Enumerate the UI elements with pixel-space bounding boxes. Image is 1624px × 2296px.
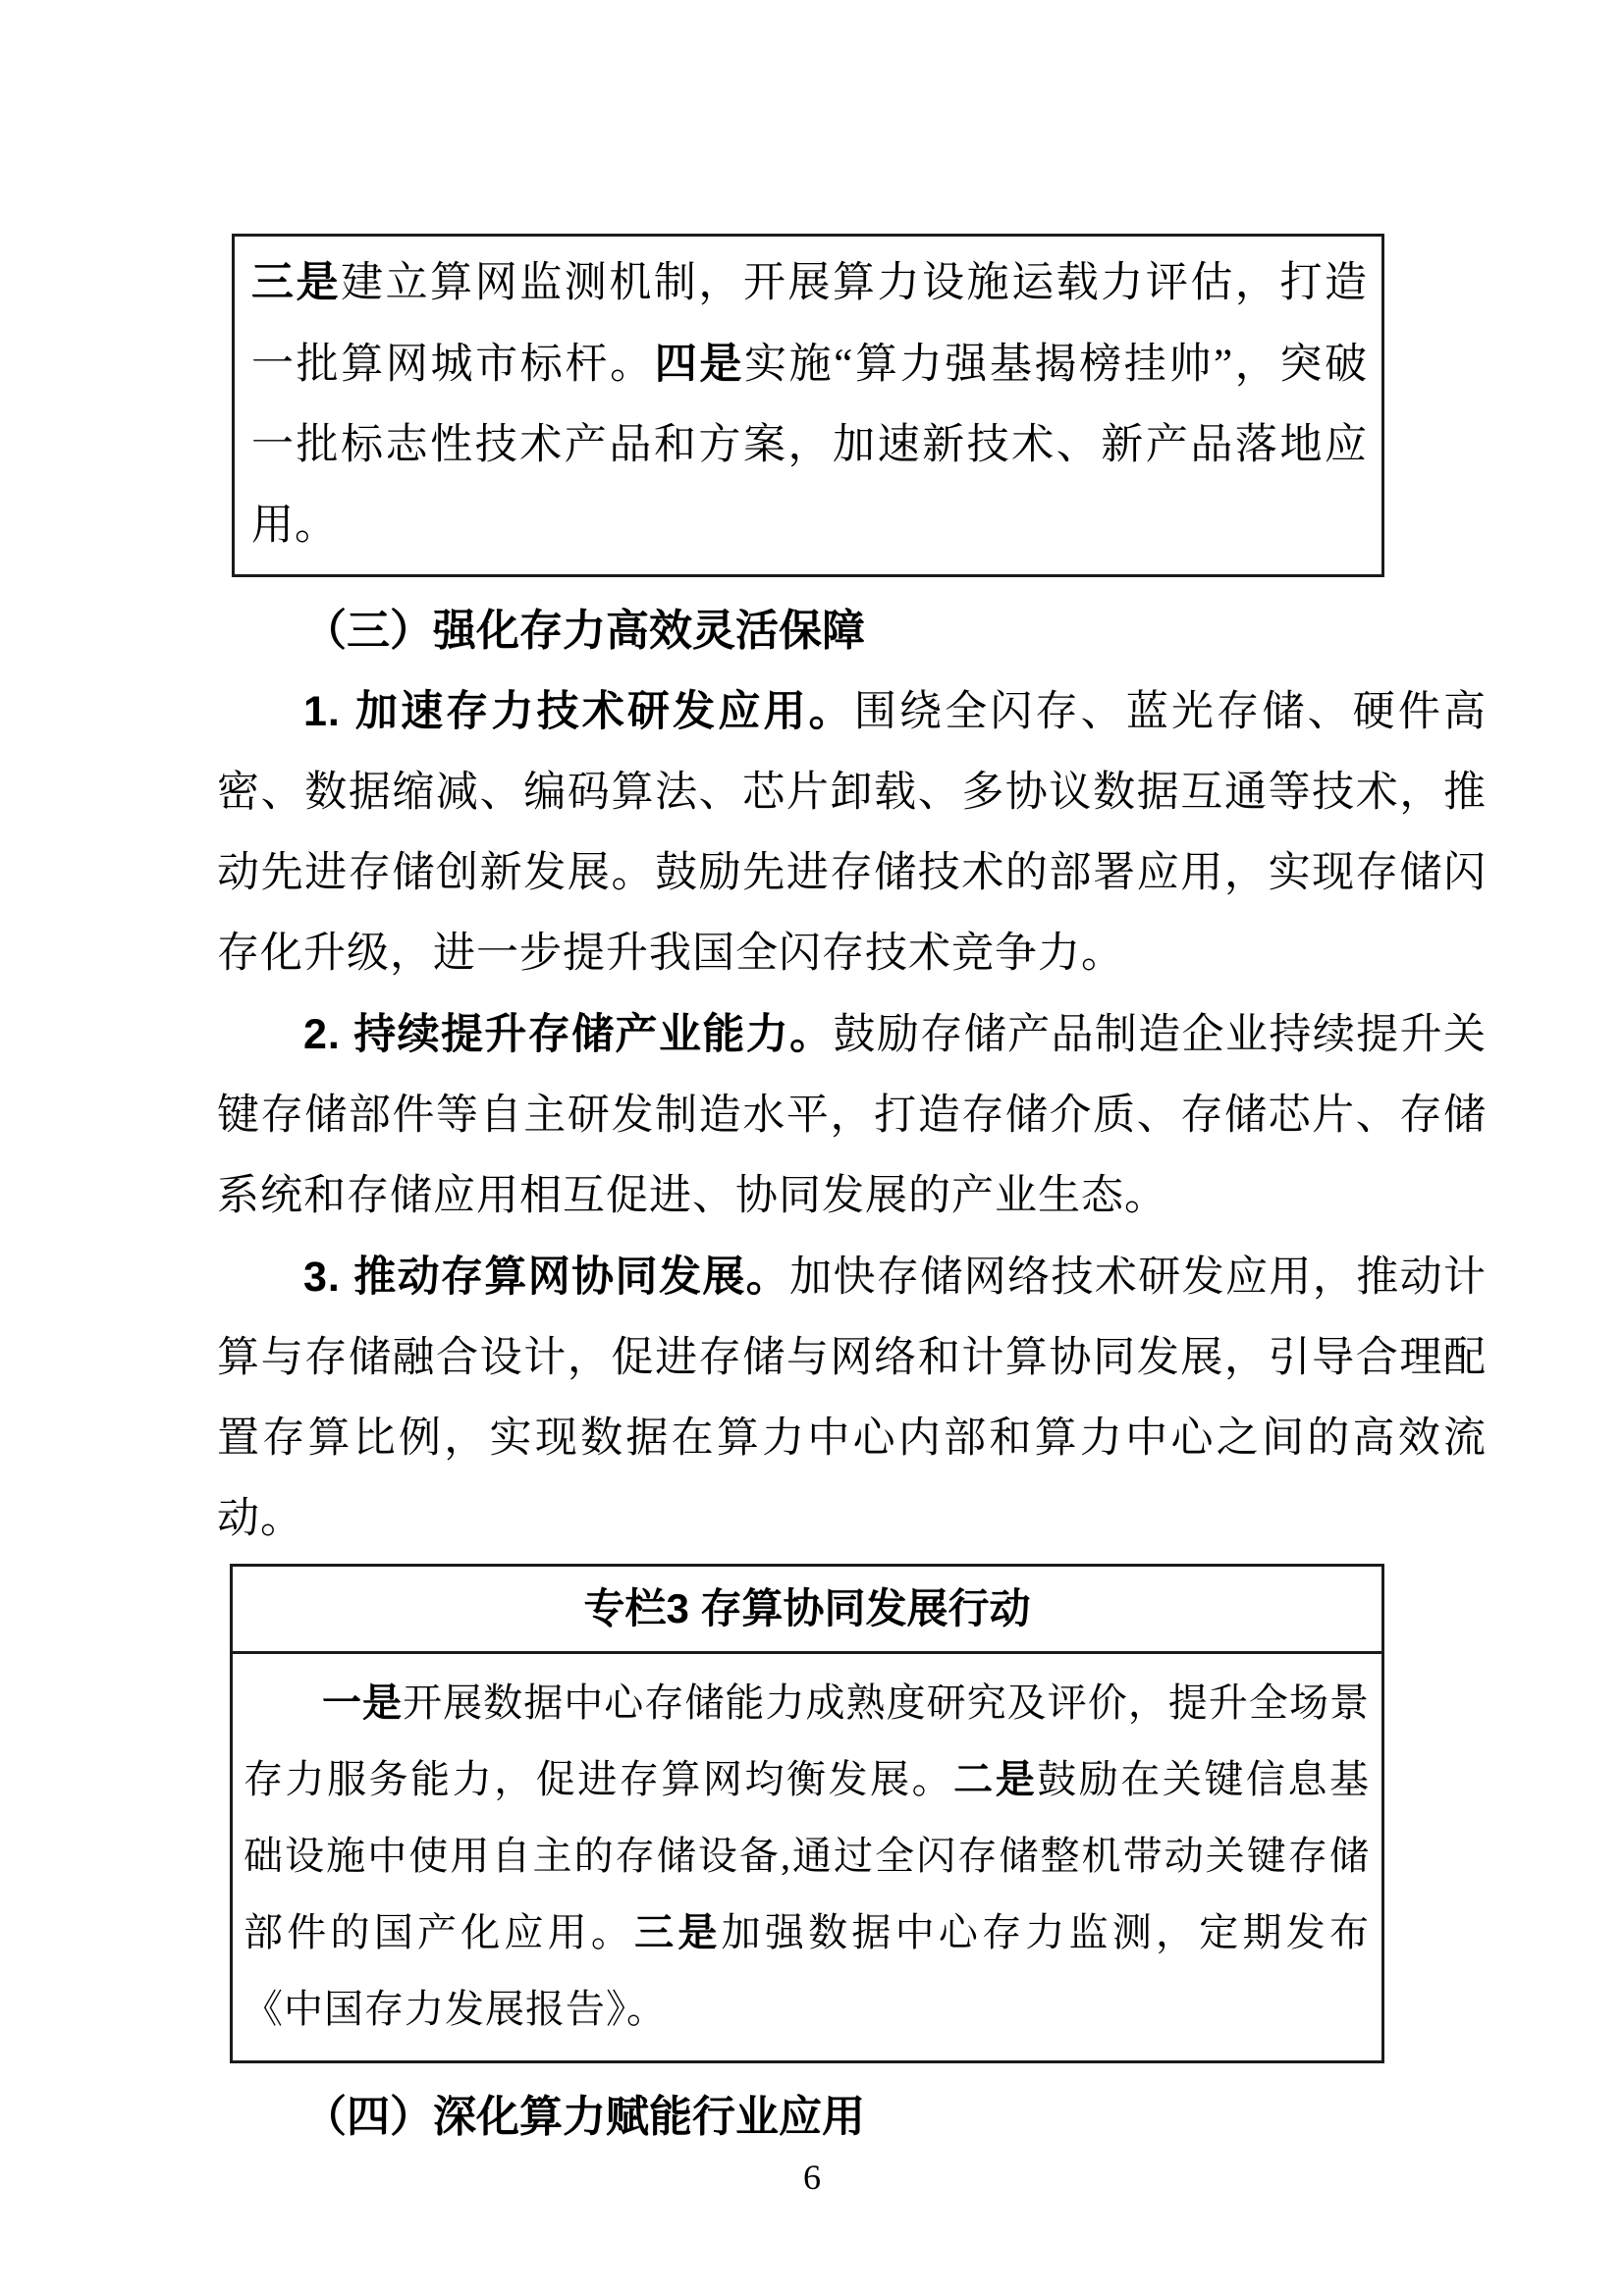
- section-heading-3: （三）强化存力高效灵活保障: [303, 607, 865, 655]
- paragraph-2-body: 鼓励存储产品制造企业持续提升关键存储部件等自主研发制造水平，打造存储介质、存储芯片、存储系统和存储应用相互促进、协同发展的产业生态。: [217, 1012, 1488, 1219]
- top-action-box: [232, 234, 1384, 577]
- column-box-lead-2: 二是: [953, 1758, 1038, 1801]
- top-box-text-4: 实施“算力强基揭榜挂帅”，突破一批标志性技术产品和方案，加速新技术、新产品落地应用。: [251, 342, 1369, 549]
- top-action-box-paragraph: [251, 242, 1368, 566]
- column-box-lead-1: 一是: [322, 1682, 404, 1725]
- section-heading-4: （四）深化算力赋能行业应用: [303, 2093, 865, 2141]
- paragraph-2: [217, 994, 1487, 1237]
- paragraph-3-lead: 3. 推动存算网协同发展。: [303, 1254, 790, 1301]
- paragraph-1-lead: 1. 加速存力技术研发应用。: [303, 688, 854, 735]
- paragraph-1-body: 围绕全闪存、蓝光存储、硬件高密、数据缩减、编码算法、芯片卸载、多协议数据互通等技术，推动先进存储创新发展。鼓励先进存储技术的部署应用，实现存储闪存化升级，进一步提升我国全闪存技术竞争力。: [217, 689, 1488, 977]
- column-box-lead-3: 三是: [634, 1911, 722, 1954]
- top-box-lead-3: 三是: [251, 259, 342, 306]
- column-box-text-3: 加强数据中心存力监测，定期发布《中国存力发展报告》。: [244, 1910, 1371, 2031]
- column-box-text-2: 鼓励在关键信息基础设施中使用自主的存储设备,通过全闪存储整机带动关键存储部件的国产化应用。: [244, 1757, 1371, 1954]
- paragraph-2-lead: 2. 持续提升存储产业能力。: [303, 1011, 834, 1058]
- top-box-lead-4: 四是: [654, 341, 744, 388]
- column-3-box-body: [233, 1654, 1381, 2060]
- paragraph-3-body: 加快存储网络技术研发应用，推动计算与存储融合设计，促进存储与网络和计算协同发展，引导合理配置存算比例，实现数据在算力中心内部和算力中心之间的高效流动。: [217, 1255, 1488, 1542]
- paragraph-1: [217, 671, 1487, 994]
- top-box-text-3: 建立算网监测机制，开展算力设施运载力评估，打造一批算网城市标杆。: [251, 260, 1369, 388]
- paragraph-3: [217, 1237, 1487, 1560]
- page-number: 6: [803, 2158, 821, 2197]
- column-3-box: [230, 1564, 1384, 2063]
- column-box-text-1: 开展数据中心存储能力成熟度研究及评价，提升全场景存力服务能力，促进存算网均衡发展。: [244, 1681, 1371, 1801]
- column-3-box-title: 专栏3 存算协同发展行动: [233, 1567, 1381, 1654]
